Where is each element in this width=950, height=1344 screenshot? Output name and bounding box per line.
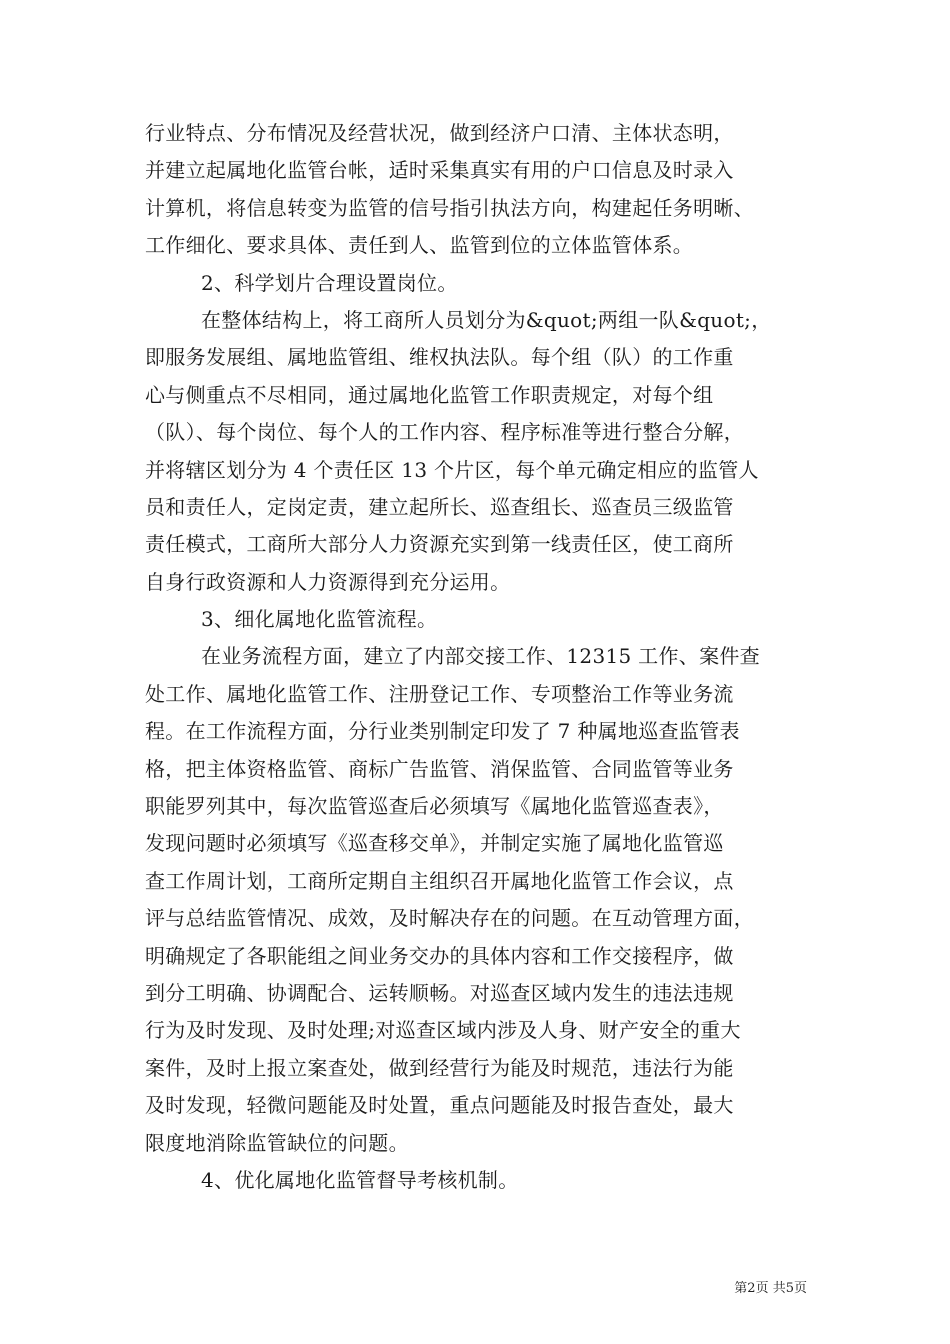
- text-line: 限度地消除监管缺位的问题。: [145, 1130, 409, 1155]
- text-line: 并建立起属地化监管台帐，适时采集真实有用的户口信息及时录入: [145, 158, 734, 183]
- text-line: 心与侧重点不尽相同，通过属地化监管工作职责规定，对每个组: [145, 382, 714, 407]
- text-line: 明确规定了各职能组之间业务交办的具体内容和工作交接程序，做: [145, 943, 734, 968]
- text-line: 责任模式，工商所大部分人力资源充实到第一线责任区，使工商所: [145, 532, 734, 557]
- text-line: 自身行政资源和人力资源得到充分运用。: [145, 569, 511, 594]
- text-line: 评与总结监管情况、成效，及时解决存在的问题。在互动管理方面，: [145, 906, 754, 931]
- text-line: 并将辖区划分为 4 个责任区 13 个片区，每个单元确定相应的监管人: [145, 457, 759, 482]
- text-line: 到分工明确、协调配合、运转顺畅。对巡查区域内发生的违法违规: [145, 980, 734, 1005]
- text-line: 案件，及时上报立案查处，做到经营行为能及时规范，违法行为能: [145, 1055, 734, 1080]
- text-line: （队）、每个岗位、每个人的工作内容、程序标准等进行整合分解，: [145, 420, 744, 445]
- text-line: 程。在工作流程方面，分行业类别制定印发了 7 种属地巡查监管表: [145, 719, 740, 744]
- text-line: 查工作周计划，工商所定期自主组织召开属地化监管工作会议，点: [145, 868, 734, 893]
- text-line: 在整体结构上，将工商所人员划分为&quot;两组一队&quot;，: [201, 307, 772, 332]
- text-line: 2、科学划片合理设置岗位。: [201, 270, 458, 295]
- text-line: 即服务发展组、属地监管组、维权执法队。每个组（队）的工作重: [145, 345, 734, 370]
- text-line: 职能罗列其中，每次监管巡查后必须填写《属地化监管巡查表》，: [145, 794, 724, 819]
- text-line: 格，把主体资格监管、商标广告监管、消保监管、合同监管等业务: [145, 756, 734, 781]
- text-line: 行业特点、分布情况及经营状况，做到经济户口清、主体状态明，: [145, 121, 734, 145]
- text-line: 4、优化属地化监管督导考核机制。: [201, 1167, 519, 1192]
- footer-middle: 页 共: [755, 1281, 786, 1296]
- text-line: 在业务流程方面，建立了内部交接工作、12315 工作、案件查: [201, 644, 760, 669]
- text-line: 计算机，将信息转变为监管的信号指引执法方向，构建起任务明晰、: [145, 195, 754, 220]
- body-text: [145, 115, 820, 1199]
- footer-total-pages: 5: [785, 1281, 794, 1296]
- text-line: 员和责任人，定岗定责，建立起所长、巡查组长、巡查员三级监管: [145, 494, 734, 519]
- footer-prefix: 第: [734, 1281, 748, 1296]
- text-line: 行为及时发现、及时处理;对巡查区域内涉及人身、财产安全的重大: [145, 1018, 741, 1043]
- footer-suffix: 页: [793, 1281, 807, 1296]
- page-footer: [734, 1277, 807, 1296]
- text-line: 工作细化、要求具体、责任到人、监管到位的立体监管体系。: [145, 233, 694, 258]
- text-line: 3、细化属地化监管流程。: [201, 607, 438, 632]
- text-line: 发现问题时必须填写《巡查移交单》，并制定实施了属地化监管巡: [145, 831, 724, 856]
- text-line: 处工作、属地化监管工作、注册登记工作、专项整治工作等业务流: [145, 681, 734, 706]
- footer-current-page: 2: [747, 1281, 756, 1296]
- text-line: 及时发现，轻微问题能及时处置，重点问题能及时报告查处，最大: [145, 1093, 734, 1118]
